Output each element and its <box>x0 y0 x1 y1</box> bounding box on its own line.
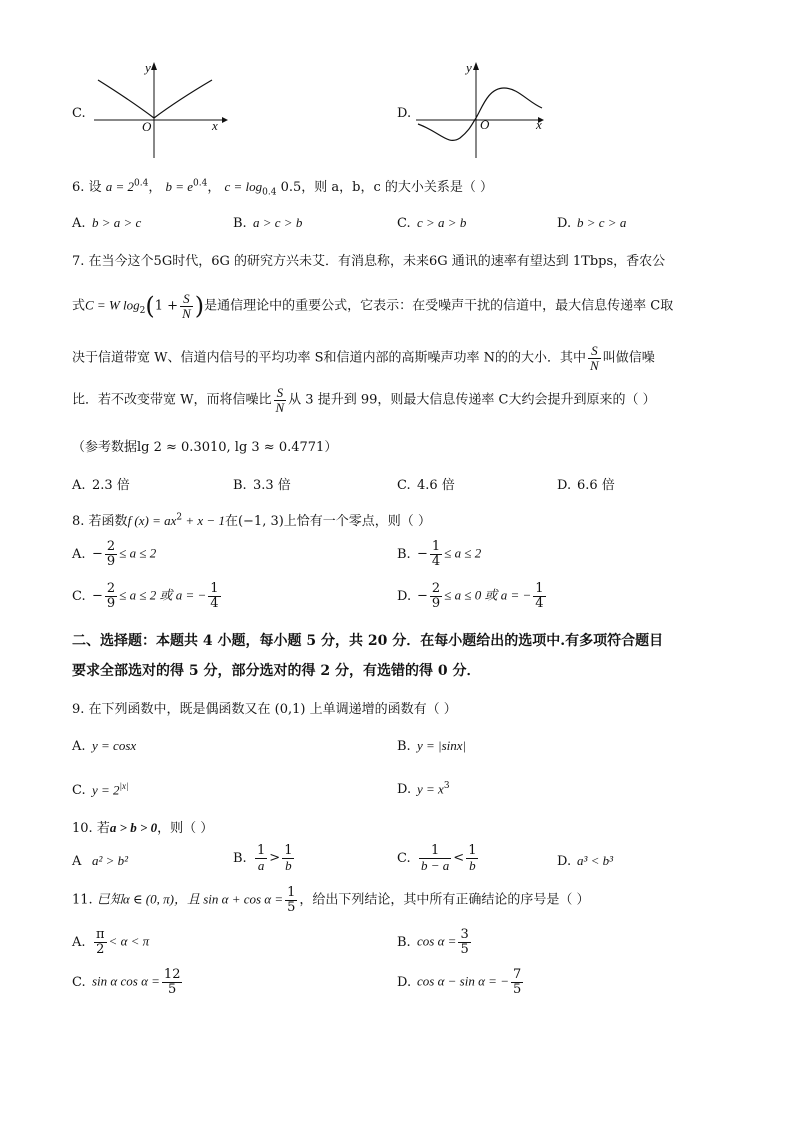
q8-func-rest: + x − 1 <box>182 513 225 528</box>
q8-option-c-num2: 1 <box>210 581 219 596</box>
q9-option-a[interactable] <box>72 738 136 754</box>
q10-option-b-fraction-2 <box>282 844 294 872</box>
q6-option-a-text: b > a > c <box>92 215 142 230</box>
option-d-label: D. <box>397 106 412 121</box>
q11-option-b-den: 5 <box>460 941 469 957</box>
q10-option-c-n1: 1 <box>419 844 451 859</box>
q10-number: 10. <box>72 821 93 836</box>
q8-option-d-fraction-2 <box>533 582 545 610</box>
q6-number: 6. <box>72 180 85 195</box>
q7-option-d[interactable] <box>557 474 615 493</box>
question-9 <box>72 698 457 717</box>
q8-option-d[interactable] <box>397 582 548 610</box>
q10-option-b-n1: 1 <box>257 843 266 858</box>
q10-option-c-d1: b − a <box>421 857 450 873</box>
q7-line2-prefix: 式 <box>72 298 86 314</box>
q10-option-b[interactable] <box>233 844 296 872</box>
q6-option-a-letter: A. <box>72 216 86 231</box>
q7-option-a-letter: A. <box>72 478 86 493</box>
q10-option-c-fraction-2 <box>466 844 478 872</box>
q10-option-a-letter: A <box>72 854 82 869</box>
q7-option-d-letter: D. <box>557 478 572 493</box>
q8-option-a-neg: − <box>92 546 103 562</box>
q11-option-c-den: 5 <box>168 981 177 997</box>
question-10 <box>72 817 213 836</box>
question-7-line2: 式C = W $\log_2(1$ + $\frac{S}{N}$ )是通信理论中的重要公式，它表示：在受噪声干扰的信道中，最大信息传递率 C取 <box>72 291 674 321</box>
q11-option-c-num: 12 <box>163 967 181 982</box>
q10-option-d-text: a³ < b³ <box>577 853 614 868</box>
q10-option-b-op: > <box>269 850 281 866</box>
q10-option-c-op: < <box>453 850 465 866</box>
question-8 <box>72 510 431 529</box>
q6-option-c-text: c > a > b <box>417 215 467 230</box>
q7-formula-sub: 2 <box>139 306 146 317</box>
q7-option-c-text: 4.6 倍 <box>417 478 455 493</box>
q9-option-d-letter: D. <box>397 782 412 798</box>
q6-option-b-letter: B. <box>233 216 247 231</box>
q9-number: 9. <box>72 702 85 717</box>
q8-option-c-num: 2 <box>106 581 116 596</box>
q8-option-c[interactable] <box>72 582 223 610</box>
q9-text: 在下列函数中，既是偶函数又在 (0,1) 上单调递增的函数有（ ） <box>88 702 457 717</box>
q11-option-a[interactable] <box>72 928 149 956</box>
q10-option-c-d2: b <box>469 857 476 873</box>
q10-option-a-text: a² > b² <box>92 853 129 868</box>
q8-option-c-fraction-2 <box>208 582 220 610</box>
q10-option-a[interactable] <box>72 853 128 869</box>
q8-prefix: 若函数 <box>88 514 128 529</box>
q6-c-expr: c = log <box>224 179 263 194</box>
q6-prefix: 设 <box>88 180 102 195</box>
q7-formula-one: 1 + <box>154 298 179 314</box>
q6-option-a[interactable] <box>72 215 141 231</box>
graph-c-x-label: x <box>212 118 218 133</box>
q10-option-c-letter: C. <box>397 850 411 866</box>
q11-option-d-pre: cos α − sin α = − <box>417 973 509 989</box>
q11-option-a-fraction <box>94 928 107 956</box>
q10-option-b-d1: a <box>257 857 265 873</box>
q8-option-d-mid: ≤ a ≤ 0 或 a = − <box>444 587 532 603</box>
question-7-line4 <box>72 386 656 414</box>
q8-option-a-rest: ≤ a ≤ 2 <box>119 545 157 561</box>
q11-suffix: ，给出下列结论，其中所有正确结论的序号是（ ） <box>299 892 590 908</box>
q8-option-d-num: 2 <box>431 581 441 596</box>
q9-option-a-text: y = cosx <box>92 738 137 753</box>
question-11 <box>72 886 590 914</box>
q8-option-d-fraction <box>430 582 442 610</box>
q8-option-c-den2: 4 <box>210 595 219 611</box>
q11-frac-den: 5 <box>287 899 296 915</box>
graph-c <box>90 58 230 160</box>
q10-option-c[interactable] <box>397 844 480 872</box>
q11-option-c[interactable] <box>72 968 184 996</box>
q11-frac-num: 1 <box>287 885 296 900</box>
q6-a-exp: 0.4 <box>133 178 149 189</box>
q8-func-exp: 2 <box>176 512 183 523</box>
q11-option-a-num: π <box>96 927 105 942</box>
q7-option-d-text: 6.6 倍 <box>577 478 615 493</box>
section-2-heading-line2: 要求全部选对的得 5 分，部分选对的得 2 分，有选错的得 0 分． <box>72 663 481 679</box>
q8-option-a-letter: A. <box>72 546 86 562</box>
q10-option-c-n2: 1 <box>468 843 477 858</box>
q8-option-b-letter: B. <box>397 546 411 562</box>
q8-option-d-num2: 1 <box>535 581 544 596</box>
q6-c-arg: 0.5 <box>280 180 302 195</box>
q7-line4-prefix: 比．若不改变带宽 W，而将信噪比 <box>72 392 272 408</box>
graph-d <box>412 58 552 160</box>
q6-option-d-letter: D. <box>557 216 572 231</box>
q8-option-c-letter: C. <box>72 588 86 604</box>
q6-option-b-text: a > c > b <box>253 215 303 230</box>
q10-condition: a > b > 0 <box>109 820 158 835</box>
q7-line3-prefix: 决于信道带宽 W、信道内信号的平均功率 S和信道内部的高斯噪声功率 N的的大小．其中 <box>72 350 587 366</box>
q7-formula-left: C = W log <box>85 297 140 313</box>
q6-option-d-text: b > c > a <box>577 215 627 230</box>
q11-option-a-den: 2 <box>96 941 105 957</box>
q8-option-c-mid: ≤ a ≤ 2 或 a = − <box>119 587 207 603</box>
q11-option-d-den: 5 <box>512 981 522 997</box>
question-6: 6. 设 $a = 2^{0.4}$， $b = e^{0.4}$， $c = \log_{0.4} 0.5$，则 a，b，c 的大小关系是（ ） <box>72 178 494 198</box>
q9-option-c-base: y = 2 <box>92 782 120 798</box>
q11-option-b-num: 3 <box>460 927 469 942</box>
q11-number: 11. <box>72 892 93 908</box>
q11-option-b-pre: cos α = <box>417 933 457 949</box>
q9-option-d-exp: 3 <box>443 781 450 791</box>
q8-option-d-letter: D. <box>397 588 412 604</box>
q7-number: 7. <box>72 254 85 269</box>
q7-option-c-letter: C. <box>397 478 411 493</box>
graph-d-x-label: x <box>536 117 542 132</box>
q6-option-b[interactable] <box>233 215 302 231</box>
q8-option-b[interactable] <box>397 540 481 568</box>
q11-option-d[interactable] <box>397 968 525 996</box>
q9-option-d[interactable] <box>397 781 450 797</box>
q7-option-b-letter: B. <box>233 478 247 493</box>
q8-suffix: 在(−1, 3)上恰有一个零点，则（ ） <box>224 514 431 529</box>
q9-option-b-letter: B. <box>397 739 411 754</box>
graph-c-y-label: y <box>145 60 151 75</box>
q7-line3-suffix: 叫做信噪 <box>602 350 655 366</box>
q6-c-base: 0.4 <box>262 187 277 198</box>
q11-option-a-letter: A. <box>72 934 86 950</box>
q7-line4-suffix: 从 3 提升到 99，则最大信息传递率 C大约会提升到原来的（ ） <box>288 392 656 408</box>
graph-d-origin: O <box>480 117 490 132</box>
q7-formula-fraction <box>180 292 193 320</box>
graph-d-y-label: y <box>466 60 472 75</box>
q11-option-c-letter: C. <box>72 974 86 990</box>
q10-suffix: ，则（ ） <box>157 821 214 836</box>
q7-option-b[interactable] <box>233 474 291 493</box>
q8-option-b-fraction <box>430 540 442 568</box>
q8-option-b-neg: − <box>417 546 428 562</box>
q8-option-d-neg: − <box>417 588 428 604</box>
q6-suffix: ，则 a，b，c 的大小关系是（ ） <box>301 180 494 195</box>
q8-option-a[interactable] <box>72 540 156 568</box>
q11-option-b-letter: B. <box>397 934 411 950</box>
q8-option-b-den: 4 <box>431 553 441 569</box>
question-7-line1 <box>72 250 665 269</box>
question-7-line3 <box>72 344 655 372</box>
q7-line2-suffix: 是通信理论中的重要公式，它表示：在受噪声干扰的信道中，最大信息传递率 C取 <box>204 298 674 314</box>
q6-a-expr: a = 2 <box>105 179 134 194</box>
q6-option-c[interactable] <box>397 215 466 231</box>
q11-option-b-fraction <box>458 928 470 956</box>
q6-b-expr: b = e <box>165 179 193 194</box>
q7-option-a[interactable] <box>72 474 130 493</box>
q7-snr2-den: N <box>275 399 285 415</box>
q11-option-a-rest: < α < π <box>108 933 150 949</box>
q10-option-d[interactable] <box>557 853 613 869</box>
q7-frac-num: S <box>180 292 193 307</box>
q7-frac-den: N <box>182 305 191 321</box>
q9-option-a-letter: A. <box>72 739 86 754</box>
q8-option-a-den: 9 <box>106 553 116 569</box>
q7-option-b-text: 3.3 倍 <box>253 478 291 493</box>
q7-snr1-num: S <box>588 344 601 359</box>
q10-option-d-letter: D. <box>557 854 572 869</box>
q11-option-d-fraction <box>511 968 523 996</box>
q10-prefix: 若 <box>96 821 110 836</box>
q7-snr1-den: N <box>590 357 599 373</box>
q8-option-c-fraction <box>105 582 117 610</box>
q10-option-b-fraction-1 <box>255 844 267 872</box>
q8-option-d-den: 9 <box>431 595 441 611</box>
q11-option-b[interactable] <box>397 928 473 956</box>
q8-option-a-fraction <box>105 540 117 568</box>
q6-option-d[interactable] <box>557 215 626 231</box>
q8-option-b-num: 1 <box>431 539 441 554</box>
q6-b-exp: 0.4 <box>193 178 208 189</box>
q11-fraction <box>285 886 297 914</box>
q9-option-c-letter: C. <box>72 783 86 799</box>
q9-option-c-exp: |x| <box>119 781 129 791</box>
q9-option-b[interactable] <box>397 738 466 754</box>
q7-option-a-text: 2.3 倍 <box>92 478 130 493</box>
q7-snr-fraction-1 <box>588 344 601 372</box>
q8-option-a-num: 2 <box>106 539 116 554</box>
q6-option-c-letter: C. <box>397 216 411 231</box>
q8-option-b-rest: ≤ a ≤ 2 <box>444 545 482 561</box>
q11-option-d-num: 7 <box>512 967 522 982</box>
q8-option-c-neg: − <box>92 588 103 604</box>
q11-option-d-letter: D. <box>397 974 412 990</box>
q7-snr-fraction-2 <box>274 386 287 414</box>
q10-option-b-letter: B. <box>233 850 247 866</box>
q10-option-b-d2: b <box>285 857 292 873</box>
q9-option-b-text: y = |sinx| <box>417 738 467 753</box>
q10-option-c-fraction-1 <box>419 844 451 872</box>
q8-number: 8. <box>72 514 85 529</box>
q7-line1: 在当今这个5G时代，6G 的研究方兴未艾．有消息称，未来6G 通讯的速率有望达到 1Tbps，香农公 <box>88 254 666 269</box>
q11-option-c-pre: sin α cos α = <box>92 973 160 989</box>
graph-c-origin: O <box>142 119 152 134</box>
q10-option-b-n2: 1 <box>284 843 293 858</box>
q7-snr2-num: S <box>274 386 287 401</box>
section-2-heading-line1: 二、选择题：本题共 4 小题，每小题 5 分，共 20 分．在每小题给出的选项中.有多项符合题目 <box>72 633 664 649</box>
q8-option-c-den: 9 <box>106 595 116 611</box>
option-c-label: C. <box>72 106 86 121</box>
q9-option-c[interactable] <box>72 781 129 798</box>
q11-prefix: 已知α ∈ (0, π)，且 sin α + cos α = <box>96 891 284 907</box>
q8-func: f (x) = ax <box>127 513 177 528</box>
q9-option-d-base: y = x <box>417 781 444 797</box>
q11-option-c-fraction <box>162 968 183 996</box>
q8-option-d-den2: 4 <box>535 595 544 611</box>
q7-reference: （参考数据lg 2 ≈ 0.3010, lg 3 ≈ 0.4771） <box>72 440 338 455</box>
q7-option-c[interactable] <box>397 474 455 493</box>
